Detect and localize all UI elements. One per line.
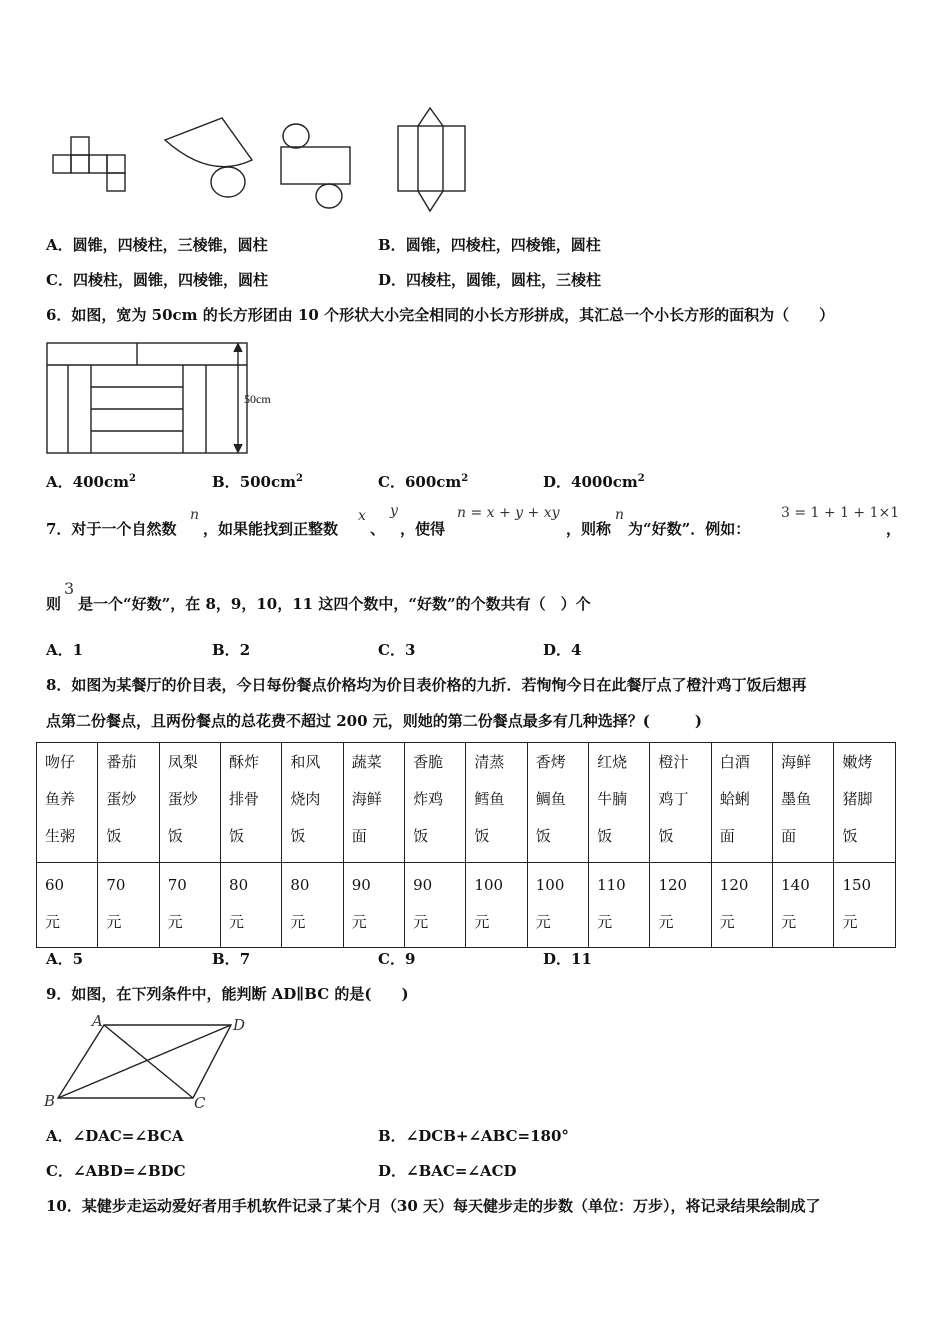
q7-line2-a: 则: [46, 595, 62, 613]
q8-option-b: B．7: [212, 950, 251, 968]
q8-menu-prices-row: [37, 863, 896, 948]
menu-item-name: 吻仔 鱼养 生粥: [37, 743, 98, 863]
q6-option-b: B．$500cm^2$: [212, 473, 303, 491]
menu-item-price: 70 元: [98, 863, 159, 948]
q5-figures: [0, 0, 950, 230]
q5-option-d: D．四棱柱，圆锥，圆柱，三棱柱: [378, 271, 602, 289]
q7-num3: 3: [64, 579, 75, 598]
q9-label-b: B: [44, 1092, 56, 1110]
menu-item-price: 150 元: [834, 863, 896, 948]
q8-price-table: [36, 742, 896, 948]
q7-option-d: D．4: [543, 641, 582, 659]
menu-item-price: 120 元: [650, 863, 711, 948]
menu-item-name: 蔬菜 海鲜 面: [343, 743, 404, 863]
menu-item-name: 香烤 鲷鱼 饭: [527, 743, 588, 863]
menu-item-price: 80 元: [282, 863, 343, 948]
menu-item-name: 酥炸 排骨 饭: [221, 743, 282, 863]
q7-comma: ，: [886, 520, 902, 538]
q7-part4: ，则称: [566, 520, 612, 538]
menu-item-name: 白酒 蛤蜊 面: [711, 743, 772, 863]
q5-figure-net-prism: [398, 108, 465, 211]
q5-figure-net-cone: [165, 118, 252, 197]
q7-line2-b: 是一个“好数”，在 8，9，10，11 这四个数中，“好数”的个数共有（ ）个: [78, 595, 591, 613]
q9-label-d: D: [233, 1016, 246, 1034]
q5-option-c: C．四棱柱，圆锥，四棱锥，圆柱: [46, 271, 268, 289]
q8-menu-names-row: [37, 743, 896, 863]
q9-stem: 9．如图，在下列条件中，能判断 AD∥BC 的是( ): [46, 985, 409, 1003]
q7-var-n2: n: [615, 507, 625, 523]
q7-var-n: n: [190, 507, 200, 523]
menu-item-price: 110 元: [589, 863, 650, 948]
q9-parallelogram-figure: [0, 1010, 950, 1120]
q7-part1: 7．对于一个自然数: [46, 520, 177, 538]
q8-option-c: C．9: [378, 950, 416, 968]
q7-var-x: x: [358, 508, 366, 524]
q6-figure: [0, 335, 950, 465]
q6-option-d: D．$4000cm^2$: [543, 473, 645, 491]
q8-option-d: D．11: [543, 950, 592, 968]
q7-var-y: y: [390, 503, 398, 519]
menu-item-name: 橙汁 鸡丁 饭: [650, 743, 711, 863]
q7-formula: n = x + y + xy: [457, 505, 560, 521]
q7-part3: ，使得: [400, 520, 446, 538]
q5-option-b: B．圆锥，四棱柱，四棱锥，圆柱: [378, 236, 601, 254]
q9-option-a: A．∠DAC=∠BCA: [46, 1127, 184, 1145]
q7-option-b: B．2: [212, 641, 251, 659]
q9-option-d: D．∠BAC=∠ACD: [378, 1162, 517, 1180]
q8-option-a: A．5: [46, 950, 84, 968]
q7-part5: 为“好数”．例如：: [628, 520, 751, 538]
menu-item-name: 清蒸 鳕鱼 饭: [466, 743, 527, 863]
q5-figure-net-cylinder: [281, 124, 350, 208]
q6-figure-label: 50cm: [244, 392, 271, 406]
menu-item-price: 80 元: [221, 863, 282, 948]
q10-stem: 10．某健步走运动爱好者用手机软件记录了某个月（30 天）每天健步走的步数（单位：万步），将记录结果绘制成了: [46, 1197, 821, 1215]
q7-option-a: A．1: [46, 641, 84, 659]
q9-option-c: C．∠ABD=∠BDC: [46, 1162, 186, 1180]
q5-option-a: A．圆锥，四棱柱，三棱锥，圆柱: [46, 236, 268, 254]
menu-item-price: 120 元: [711, 863, 772, 948]
q7-example: 3 = 1 + 1 + 1×1: [781, 505, 900, 521]
q7-option-c: C．3: [378, 641, 416, 659]
menu-item-name: 凤梨 蛋炒 饭: [159, 743, 220, 863]
q8-line2: 点第二份餐点，且两份餐点的总花费不超过 200 元，则她的第二份餐点最多有几种选择？( ): [46, 712, 702, 730]
menu-item-name: 红烧 牛腩 饭: [589, 743, 650, 863]
menu-item-price: 70 元: [159, 863, 220, 948]
q8-line1: 8．如图为某餐厅的价目表，今日每份餐点价格均为价目表价格的九折．若恂恂今日在此餐厅点了橙汁鸡丁饭后想再: [46, 676, 807, 694]
q6-stem: 6．如图，宽为 50cm 的长方形团由 10 个形状大小完全相同的小长方形拼成，其汇总一个小长方形的面积为（ ）: [46, 306, 835, 324]
q9-label-c: C: [194, 1094, 206, 1112]
menu-item-name: 番茄 蛋炒 饭: [98, 743, 159, 863]
menu-item-price: 90 元: [343, 863, 404, 948]
q6-option-c: C．$600cm^2$: [378, 473, 469, 491]
menu-item-price: 100 元: [466, 863, 527, 948]
menu-item-price: 60 元: [37, 863, 98, 948]
q5-figure-net-cube: [53, 137, 125, 191]
menu-item-price: 90 元: [405, 863, 466, 948]
menu-item-price: 100 元: [527, 863, 588, 948]
q9-option-b: B．∠DCB+∠ABC=180°: [378, 1127, 569, 1145]
menu-item-name: 和风 烧肉 饭: [282, 743, 343, 863]
q7-sep: 、: [370, 520, 386, 538]
q7-part2: ，如果能找到正整数: [203, 520, 339, 538]
q9-label-a: A: [92, 1012, 103, 1030]
menu-item-name: 香脆 炸鸡 饭: [405, 743, 466, 863]
menu-item-name: 嫩烤 猪脚 饭: [834, 743, 896, 863]
menu-item-price: 140 元: [773, 863, 834, 948]
q6-option-a: A．$400cm^2$: [46, 473, 136, 491]
menu-item-name: 海鲜 墨鱼 面: [773, 743, 834, 863]
